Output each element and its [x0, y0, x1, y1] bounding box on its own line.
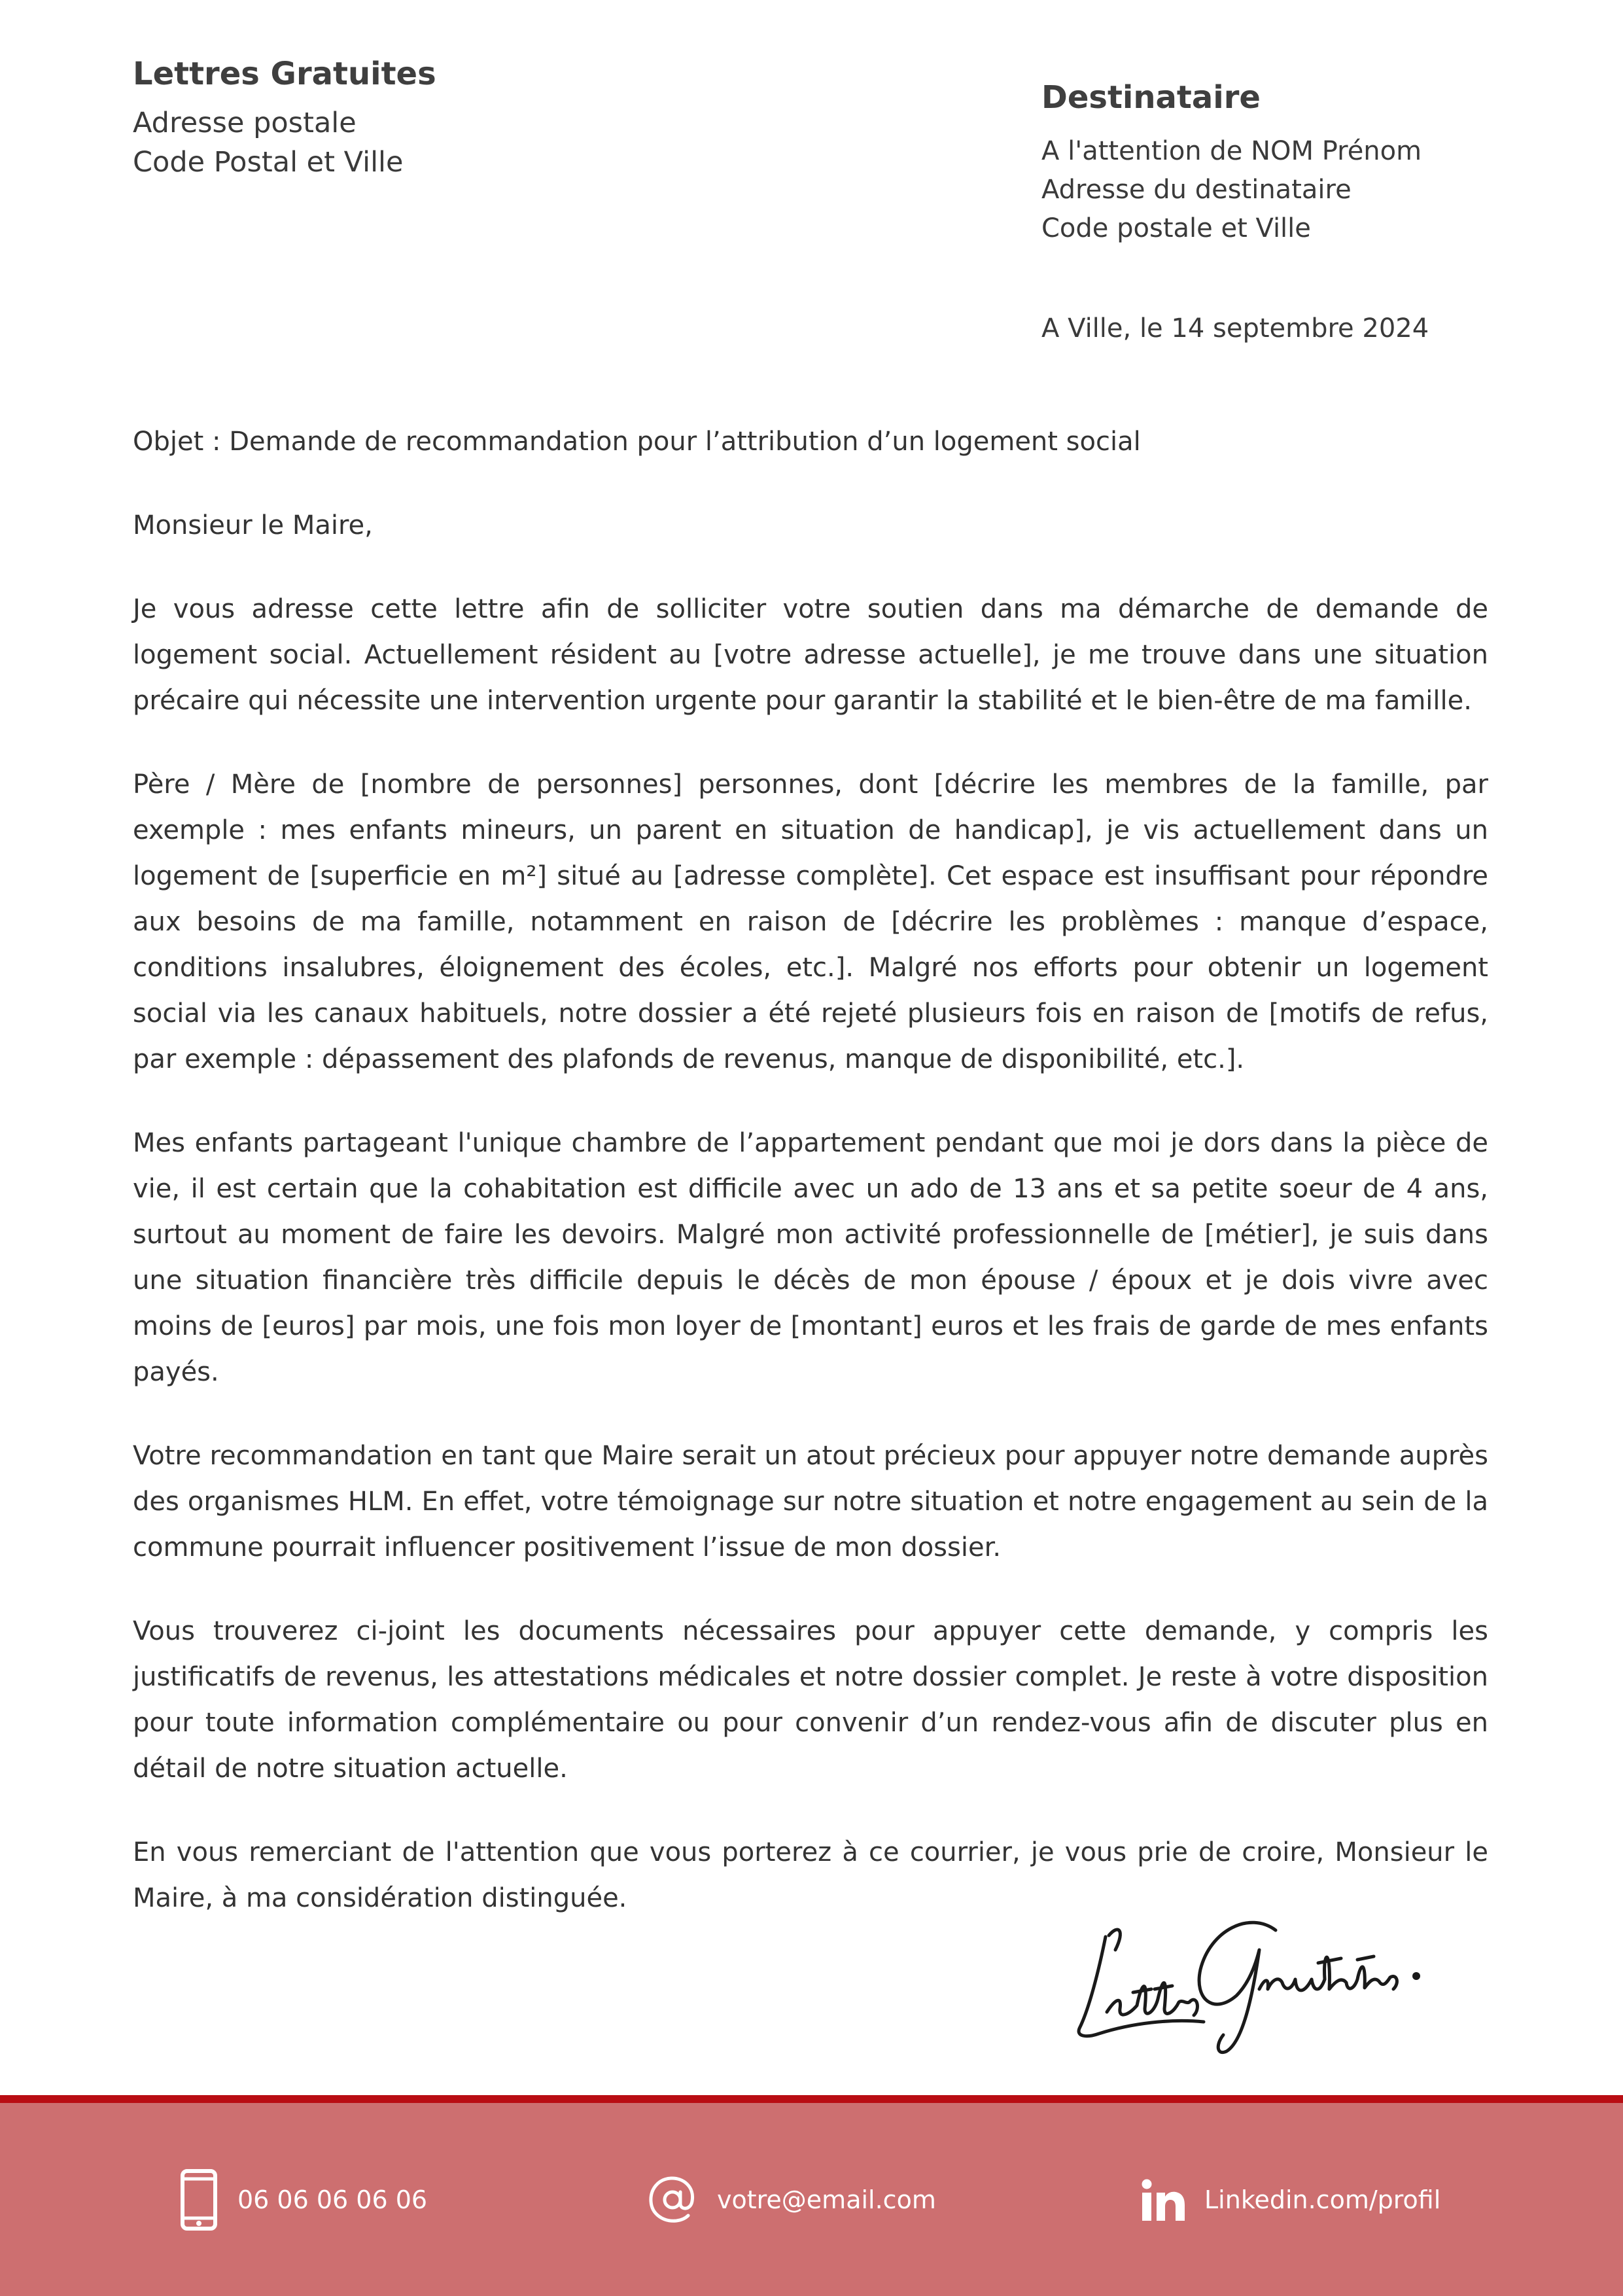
- sender-block: [133, 54, 722, 182]
- letter-paragraph: En vous remerciant de l'attention que vous porterez à ce courrier, je vous prie de croire, Monsieur le Maire, à ma considération distinguée.: [133, 1837, 1488, 1913]
- signature-image: [1060, 1884, 1452, 2061]
- letter-greeting: Monsieur le Maire,: [133, 510, 373, 540]
- footer-linkedin: [1142, 2103, 1440, 2296]
- sender-address: Adresse postale: [133, 107, 357, 139]
- recipient-attention: A l'attention de NOM Prénom: [1041, 136, 1422, 166]
- linkedin-icon: [1142, 2179, 1185, 2221]
- letter-paragraph: Votre recommandation en tant que Maire serait un atout précieux pour appuyer notre demande auprès des organismes HLM. En effet, votre témoignage sur notre situation et notre engagement au sein de la commune pourrait influencer positivement l’issue de mon dossier.: [133, 1441, 1488, 1563]
- letter-paragraph: Vous trouverez ci-joint les documents nécessaires pour appuyer cette demande, y compris les justificatifs de revenus, les attestations médicales et notre dossier complet. Je reste à votre disposition pour toute information complémentaire ou pour convenir d’un rendez-vous afin de discuter plus en détail de notre situation actuelle.: [133, 1616, 1488, 1784]
- letter-body: [133, 419, 1488, 1959]
- footer-phone: [180, 2103, 427, 2296]
- email-address: votre@email.com: [717, 2185, 936, 2214]
- letter-paragraph: Père / Mère de [nombre de personnes] personnes, dont [décrire les membres de la famille, par exemple : mes enfants mineurs, un parent en situation de handicap], je vis actuellement dans un logement de [superficie en m²] situé au [adresse complète]. Cet espace est insuffisant pour répondre aux besoins de ma famille, notamment en raison de [décrire les problèmes : manque d’espace, conditions insalubres, éloignement des écoles, etc.]. Malgré nos efforts pour obtenir un logement social via les canaux habituels, notre dossier a été rejeté plusieurs fois en raison de [motifs de refus, par exemple : dépassement des plafonds de revenus, manque de disponibilité, etc.].: [133, 769, 1488, 1074]
- phone-number: 06 06 06 06 06: [237, 2185, 428, 2214]
- linkedin-url: Linkedin.com/profil: [1204, 2185, 1441, 2214]
- footer-accent-line: [0, 2095, 1623, 2103]
- recipient-city: Code postale et Ville: [1041, 213, 1311, 243]
- sender-city: Code Postal et Ville: [133, 146, 404, 179]
- recipient-title: Destinataire: [1041, 79, 1261, 116]
- footer-email: [648, 2103, 936, 2296]
- letter-paragraph: Mes enfants partageant l'unique chambre de l’appartement pendant que moi je dors dans la pièce de vie, il est certain que la cohabitation est difficile avec un ado de 13 ans et sa petite soeur de 4 ans, surtout au moment de faire les devoirs. Malgré mon activité professionnelle de [métier], je suis dans une situation financière très difficile depuis le décès de mon épouse / époux et je dois vivre avec moins de [euros] par mois, une fois mon loyer de [montant] euros et les frais de garde de mes enfants payés.: [133, 1128, 1488, 1387]
- letter-subject: Objet : Demande de recommandation pour l’attribution d’un logement social: [133, 427, 1141, 457]
- at-sign-icon: [648, 2175, 697, 2225]
- footer: [0, 2103, 1623, 2296]
- letter-date: A Ville, le 14 septembre 2024: [1041, 313, 1429, 344]
- letter-paragraph: Je vous adresse cette lettre afin de solliciter votre soutien dans ma démarche de demande de logement social. Actuellement résident au [votre adresse actuelle], je me trouve dans une situation précaire qui nécessite une intervention urgente pour garantir la stabilité et le bien-être de ma famille.: [133, 594, 1488, 716]
- recipient-block: [1041, 77, 1604, 248]
- sender-name: Lettres Gratuites: [133, 56, 436, 92]
- recipient-address: Adresse du destinataire: [1041, 175, 1352, 205]
- phone-icon: [180, 2168, 218, 2231]
